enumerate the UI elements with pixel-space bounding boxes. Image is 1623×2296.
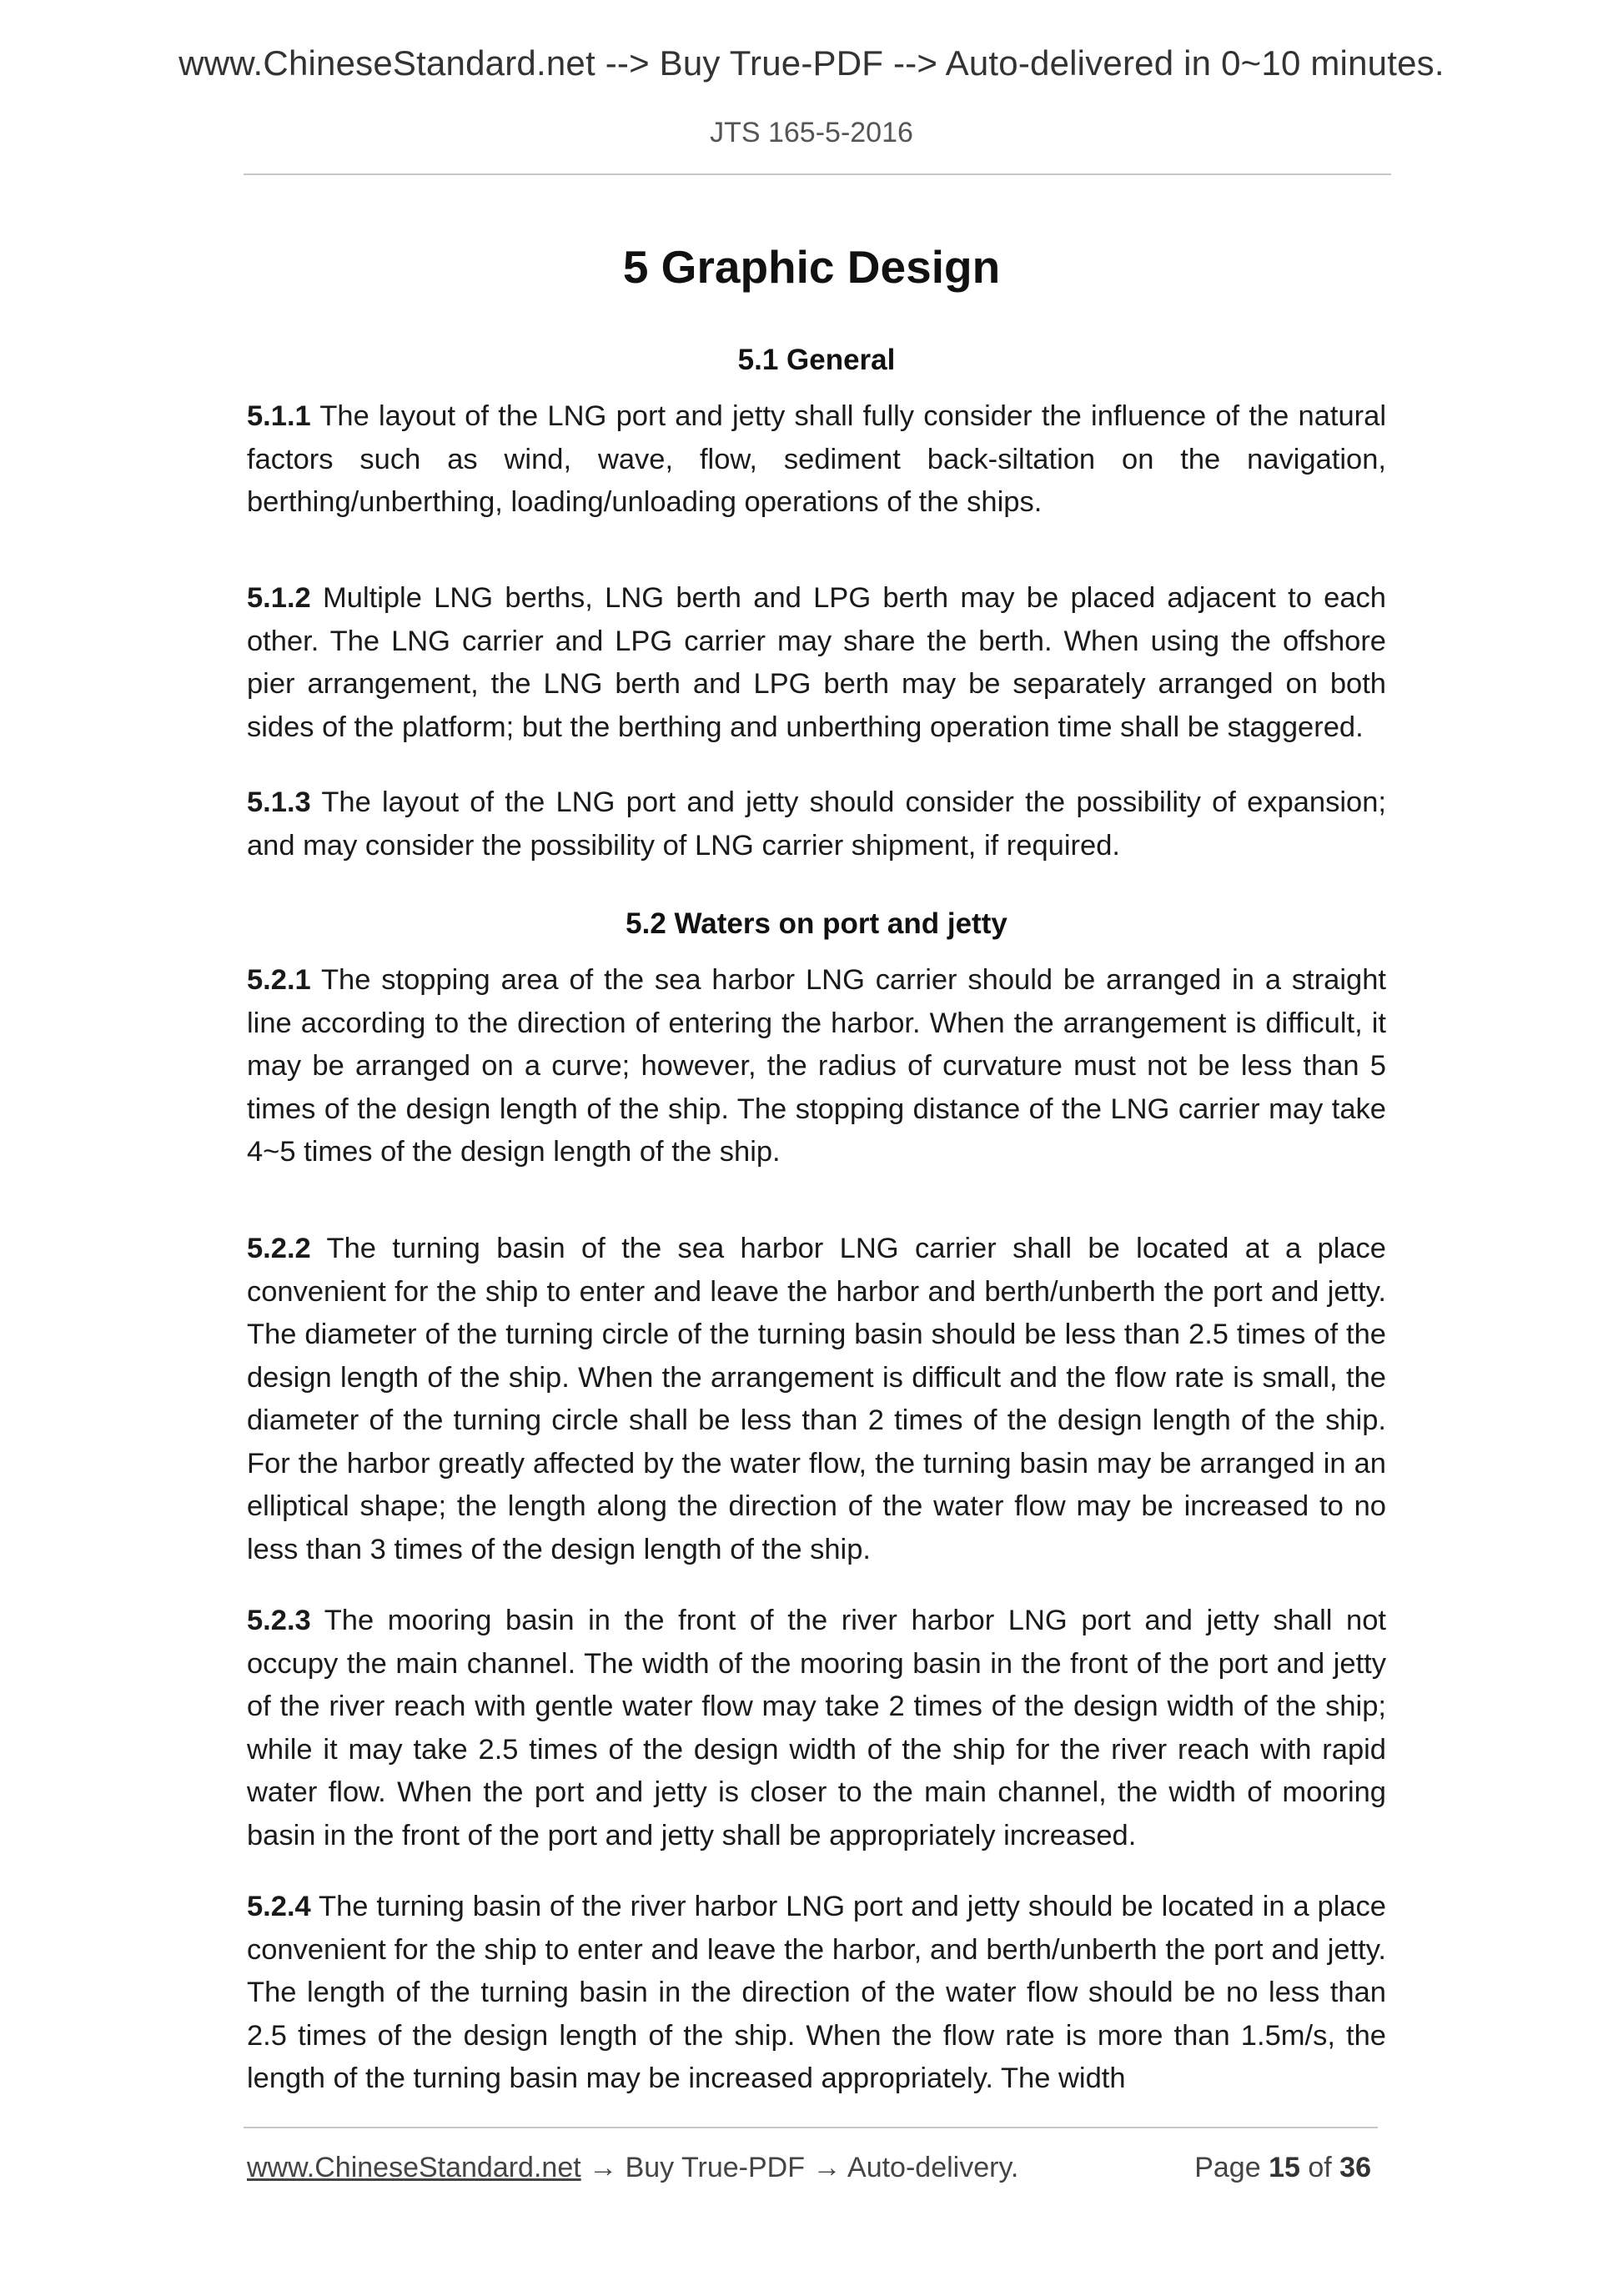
clause-number: 5.2.3: [247, 1605, 311, 1636]
page-number: 15: [1269, 2152, 1300, 2183]
chapter-title: 5 Graphic Design: [622, 241, 1001, 293]
clause-text: The turning basin of the river harbor LNG port and jetty should be located in a place convenient for the ship to enter and leave the harbor, and berth/unberth the port and jetty. The length of the turning basin in the direction of the water flow should be no less than 2.5 times of the design length of the ship. When the flow rate is more than 1.5m/s, the length of the turning basin may be increased appropriately. The width: [247, 1891, 1386, 2094]
clause-number: 5.1.3: [247, 786, 311, 818]
top-banner: www.ChineseStandard.net --> Buy True-PDF --> Auto-delivered in 0~10 minutes.: [178, 43, 1445, 83]
clause-5-2-1: [247, 959, 1386, 1174]
page-counter: [1194, 2152, 1371, 2184]
page-label: Page: [1194, 2152, 1261, 2183]
footer-divider: [244, 2127, 1378, 2128]
section-title-5-1: 5.1 General: [737, 344, 896, 376]
total-pages: 36: [1339, 2152, 1371, 2183]
clause-text: The turning basin of the sea harbor LNG carrier shall be located at a place convenient for the ship to enter and leave the harbor and berth/unberth the port and jetty. The diameter of the turning circle of the turning basin should be less than 2.5 times of the design length of the ship. When the arrangement is difficult and the flow rate is small, the diameter of the turning circle shall be less than 2 times of the design length of the ship. For the harbor greatly affected by the water flow, the turning basin may be arranged in an elliptical shape; the length along the direction of the water flow may be increased to no less than 3 times of the design length of the ship.: [247, 1233, 1386, 1565]
clause-5-1-3: [247, 781, 1386, 867]
site-link[interactable]: www.ChineseStandard.net: [247, 2152, 581, 2183]
footer-step-buy: Buy True-PDF: [625, 2152, 805, 2183]
clause-number: 5.1.2: [247, 582, 311, 614]
arrow-icon: →: [589, 2152, 618, 2183]
clause-number: 5.1.1: [247, 400, 311, 432]
page-footer: [247, 2152, 1378, 2190]
document-code-header: JTS 165-5-2016: [710, 117, 913, 148]
clause-5-1-1: [247, 395, 1386, 525]
footer-links: [247, 2152, 1018, 2184]
clause-number: 5.2.2: [247, 1233, 311, 1264]
clause-text: The mooring basin in the front of the river harbor LNG port and jetty shall not occupy the main channel. The width of the mooring basin in the front of the port and jetty of the river reach with gentle water flow may take 2 times of the design width of the ship; while it may take 2.5 times of the design width of the ship for the river reach with rapid water flow. When the port and jetty is closer to the main channel, the width of mooring basin in the front of the port and jetty shall be appropriately increased.: [247, 1605, 1386, 1851]
of-label: of: [1308, 2152, 1332, 2183]
section-title-5-2: 5.2 Waters on port and jetty: [626, 907, 1007, 940]
clause-number: 5.2.4: [247, 1891, 311, 1922]
clause-5-2-2: [247, 1228, 1386, 1571]
clause-text: The layout of the LNG port and jetty shall fully consider the influence of the natural factors such as wind, wave, flow, sediment back-siltation on the navigation, berthing/unberthing, loading/unloading operations of the ships.: [247, 400, 1386, 518]
clause-text: The layout of the LNG port and jetty should consider the possibility of expansion; and may consider the possibility of LNG carrier shipment, if required.: [247, 786, 1386, 862]
header-divider: [244, 173, 1391, 175]
clause-text: Multiple LNG berths, LNG berth and LPG berth may be placed adjacent to each other. The LNG carrier and LPG carrier may share the berth. When using the offshore pier arrangement, the LNG berth and LPG berth may be separately arranged on both sides of the platform; but the berthing and unberthing operation time shall be staggered.: [247, 582, 1386, 743]
clause-5-1-2: [247, 577, 1386, 749]
arrow-icon: →: [812, 2152, 842, 2183]
footer-step-delivery: Auto-delivery.: [847, 2152, 1019, 2183]
clause-5-2-3: [247, 1600, 1386, 1857]
clause-5-2-4: [247, 1886, 1386, 2101]
clause-text: The stopping area of the sea harbor LNG carrier should be arranged in a straight line according to the direction of entering the harbor. When the arrangement is difficult, it may be arranged on a curve; however, the radius of curvature must not be less than 5 times of the design length of the ship. The stopping distance of the LNG carrier may take 4~5 times of the design length of the ship.: [247, 964, 1386, 1168]
clause-number: 5.2.1: [247, 964, 311, 996]
